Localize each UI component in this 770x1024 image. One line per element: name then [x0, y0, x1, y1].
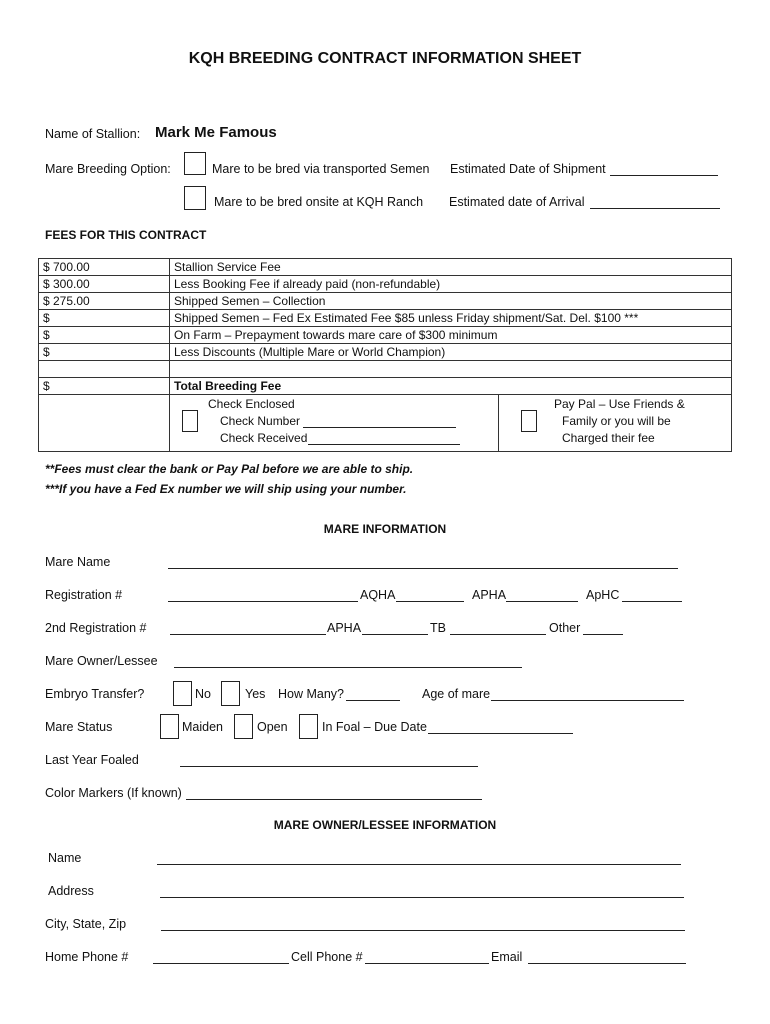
mare-owner-field[interactable]	[174, 667, 522, 668]
fee-row	[39, 259, 732, 276]
fee-description: On Farm – Prepayment towards mare care of $300 minimum	[170, 327, 732, 344]
fee-description: Less Booking Fee if already paid (non-refundable)	[170, 276, 732, 293]
total-label: Total Breeding Fee	[170, 378, 732, 395]
maiden-label: Maiden	[182, 720, 223, 734]
second-registration-field[interactable]	[170, 634, 326, 635]
embryo-yes-label: Yes	[245, 687, 266, 701]
breeding-option-label: Mare Breeding Option:	[45, 162, 171, 176]
other-label: Other	[549, 621, 581, 635]
apha-label: APHA	[472, 588, 507, 602]
payment-cell	[170, 395, 732, 452]
page-title: KQH BREEDING CONTRACT INFORMATION SHEET	[188, 50, 582, 67]
embryo-no-checkbox[interactable]	[173, 681, 192, 706]
apha-field[interactable]	[506, 601, 578, 602]
maiden-checkbox[interactable]	[160, 714, 179, 739]
home-phone-field[interactable]	[153, 963, 289, 964]
arrival-date-label: Estimated date of Arrival	[449, 195, 585, 209]
check-received-label: Check Received	[220, 431, 308, 445]
fee-amount[interactable]: $ 300.00	[39, 276, 170, 293]
fee-amount[interactable]: $ 275.00	[39, 293, 170, 310]
transported-semen-checkbox[interactable]	[184, 152, 206, 175]
fee-amount[interactable]: $	[39, 327, 170, 344]
email-field[interactable]	[528, 963, 686, 964]
fee-amount[interactable]: $	[39, 344, 170, 361]
fee-description: Less Discounts (Multiple Mare or World Champion)	[170, 344, 732, 361]
owner-name-field[interactable]	[157, 864, 681, 865]
owner-city-field[interactable]	[161, 930, 685, 931]
fee-description: Stallion Service Fee	[170, 259, 732, 276]
fee-row	[39, 276, 732, 293]
fee-amount[interactable]: $	[39, 310, 170, 327]
check-enclosed-checkbox[interactable]	[182, 410, 198, 432]
second-registration-label: 2nd Registration #	[45, 621, 147, 635]
onsite-label: Mare to be bred onsite at KQH Ranch	[214, 195, 424, 209]
paypal-line-3: Charged their fee	[562, 431, 655, 445]
paypal-line-2: Family or you will be	[562, 414, 671, 428]
registration-field[interactable]	[168, 601, 358, 602]
fee-row	[39, 310, 732, 327]
check-number-label: Check Number	[220, 414, 301, 428]
total-amount[interactable]: $	[39, 378, 170, 395]
note-fedex: ***If you have a Fed Ex number we will ship using your number.	[45, 482, 407, 496]
payment-divider	[498, 395, 499, 451]
fee-row	[39, 293, 732, 310]
paypal-checkbox[interactable]	[521, 410, 537, 432]
fee-description: Shipped Semen – Fed Ex Estimated Fee $85 unless Friday shipment/Sat. Del. $100 ***	[170, 310, 732, 327]
aqha-field[interactable]	[396, 601, 464, 602]
tb-label: TB	[430, 621, 446, 635]
open-label: Open	[257, 720, 288, 734]
how-many-label: How Many?	[278, 687, 344, 701]
fee-row	[39, 344, 732, 361]
note-fees-clear: **Fees must clear the bank or Pay Pal before we are able to ship.	[45, 462, 414, 476]
tb-field[interactable]	[450, 634, 546, 635]
in-foal-checkbox[interactable]	[299, 714, 318, 739]
aqha-label: AQHA	[360, 588, 396, 602]
arrival-date-field[interactable]	[590, 208, 720, 209]
registration-label: Registration #	[45, 588, 123, 602]
last-foaled-field[interactable]	[180, 766, 478, 767]
fee-row	[39, 327, 732, 344]
embryo-no-label: No	[195, 687, 211, 701]
color-markers-field[interactable]	[186, 799, 482, 800]
shipment-date-field[interactable]	[610, 175, 718, 176]
fee-amount[interactable]	[39, 361, 170, 378]
fees-heading: FEES FOR THIS CONTRACT	[45, 228, 207, 242]
cell-phone-field[interactable]	[365, 963, 489, 964]
aphc-field[interactable]	[622, 601, 682, 602]
in-foal-label: In Foal – Due Date	[322, 720, 427, 734]
apha2-label: APHA	[327, 621, 362, 635]
cell-phone-label: Cell Phone #	[291, 950, 363, 964]
mare-owner-label: Mare Owner/Lessee	[45, 654, 158, 668]
payment-empty-cell	[39, 395, 170, 452]
owner-info-heading: MARE OWNER/LESSEE INFORMATION	[273, 818, 497, 832]
other-field[interactable]	[583, 634, 623, 635]
embryo-transfer-label: Embryo Transfer?	[45, 687, 145, 701]
home-phone-label: Home Phone #	[45, 950, 129, 964]
owner-address-label: Address	[48, 884, 94, 898]
fee-row-total	[39, 378, 732, 395]
aphc-label: ApHC	[586, 588, 620, 602]
apha2-field[interactable]	[362, 634, 428, 635]
color-markers-label: Color Markers (If known)	[45, 786, 182, 800]
how-many-field[interactable]	[346, 700, 400, 701]
mare-name-label: Mare Name	[45, 555, 111, 569]
owner-name-label: Name	[48, 851, 82, 865]
fee-description: Shipped Semen – Collection	[170, 293, 732, 310]
payment-row	[39, 395, 732, 452]
mare-status-label: Mare Status	[45, 720, 113, 734]
stallion-label: Name of Stallion:	[45, 127, 141, 141]
owner-city-label: City, State, Zip	[45, 917, 127, 931]
owner-address-field[interactable]	[160, 897, 684, 898]
due-date-field[interactable]	[428, 733, 573, 734]
email-label: Email	[491, 950, 523, 964]
mare-info-heading: MARE INFORMATION	[323, 522, 447, 536]
transported-semen-label: Mare to be bred via transported Semen	[212, 162, 430, 176]
onsite-checkbox[interactable]	[184, 186, 206, 210]
last-foaled-label: Last Year Foaled	[45, 753, 139, 767]
check-number-field[interactable]	[303, 427, 456, 428]
fees-table	[38, 258, 732, 452]
fee-amount[interactable]: $ 700.00	[39, 259, 170, 276]
fee-description	[170, 361, 732, 378]
age-label: Age of mare	[422, 687, 491, 701]
embryo-yes-checkbox[interactable]	[221, 681, 240, 706]
age-field[interactable]	[491, 700, 684, 701]
stallion-name: Mark Me Famous	[155, 124, 277, 141]
shipment-date-label: Estimated Date of Shipment	[450, 162, 606, 176]
mare-name-field[interactable]	[168, 568, 678, 569]
paypal-line-1: Pay Pal – Use Friends &	[554, 397, 685, 411]
check-enclosed-label: Check Enclosed	[208, 397, 295, 411]
check-received-field[interactable]	[308, 444, 460, 445]
open-checkbox[interactable]	[234, 714, 253, 739]
fee-row	[39, 361, 732, 378]
